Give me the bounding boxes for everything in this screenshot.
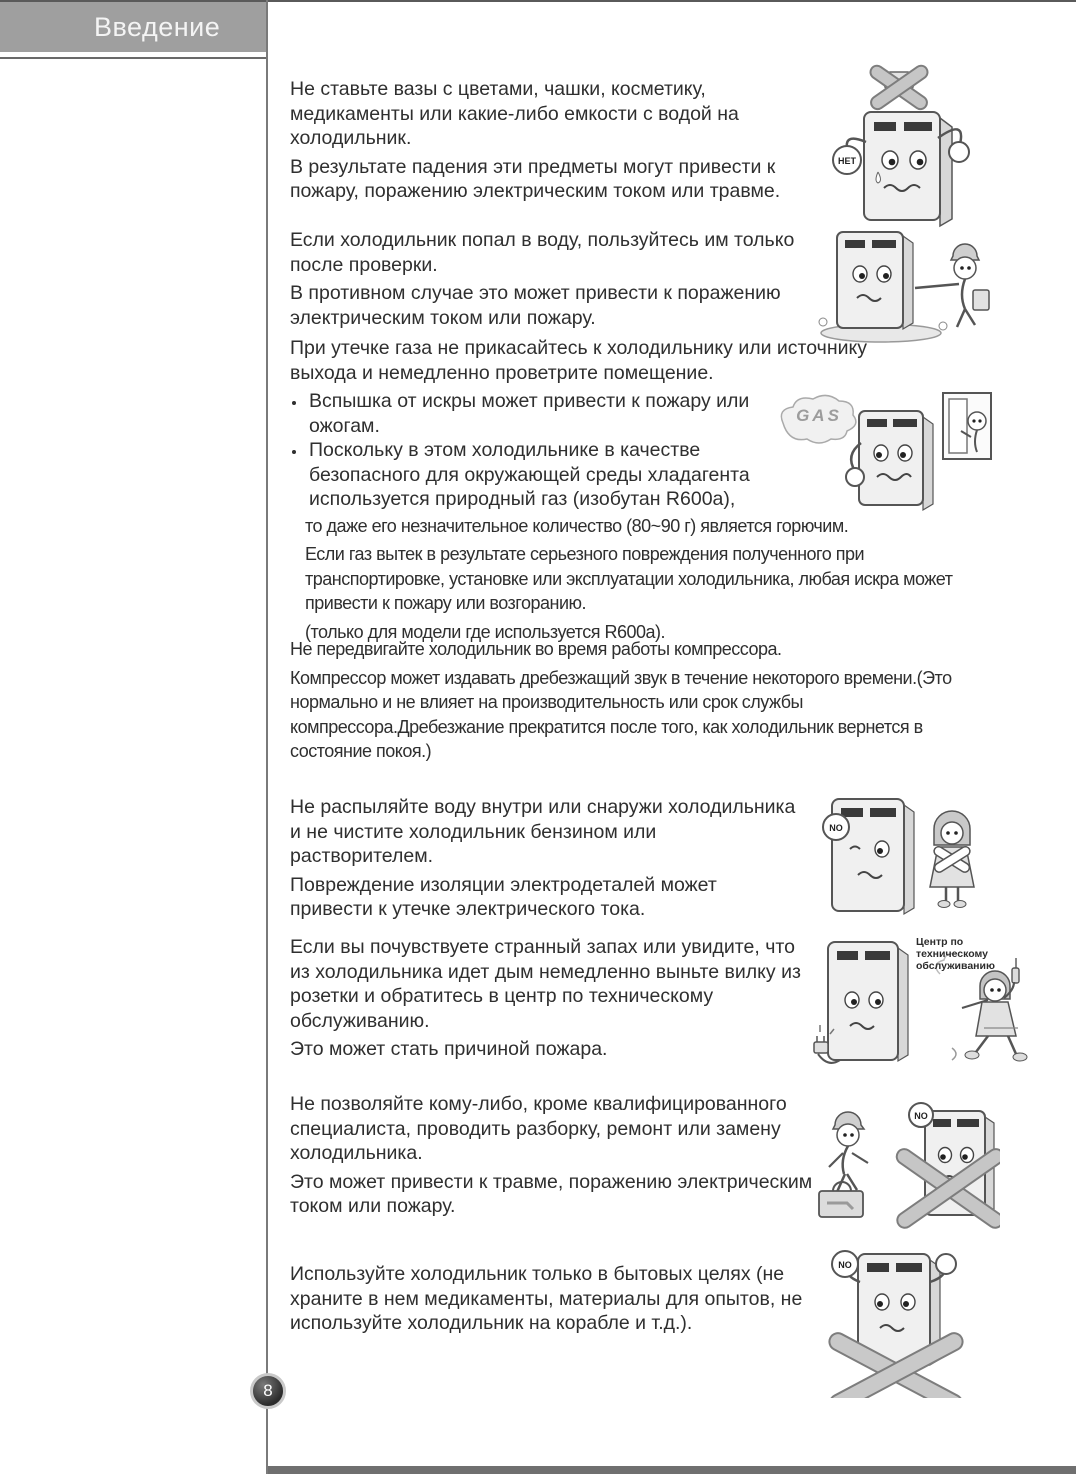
gas-label: GAS	[796, 406, 842, 425]
warning-section-no-spray	[290, 795, 798, 922]
running-woman-character	[952, 958, 1027, 1061]
illustration-water-exposure	[815, 226, 1000, 346]
bullet-item: • Поскольку в этом холодильнике в качестве безопасного для окружающей среды хладагента используется природный газ (изобутан R600a),	[307, 438, 799, 512]
warning-section-water-exposure	[290, 228, 830, 330]
warning-text: Если газ вытек в результате серьезного повреждения полученного при транспортировке, установке или эксплуатации холодильника, любая искра может привести к пожару или возгоранию.	[305, 544, 953, 613]
page-title: Введение	[94, 11, 221, 42]
page-number: 8	[263, 1381, 273, 1400]
header-rule	[0, 57, 268, 59]
fridge-character	[828, 942, 908, 1061]
warning-text: то даже его незначительное количество (80~90 г) является горючим.	[305, 515, 849, 536]
warning-text: Если вы почувствуете странный запах или увидите, что из холодильника идет дым немедленно выньте вилку из розетки и обратитесь в центр по техническому обслуживанию.	[290, 936, 801, 1032]
open-window	[943, 393, 991, 459]
fridge-character	[837, 232, 913, 329]
illustration-household-use	[818, 1246, 983, 1398]
splash-drop	[819, 318, 827, 326]
warning-text: Не распыляйте воду внутри или снаружи холодильника и не чистите холодильник бензином или растворителем.	[290, 796, 796, 867]
boy-character	[915, 244, 989, 327]
warning-section-no-diy-repair	[290, 1092, 835, 1219]
gas-warning-continuation	[305, 514, 987, 645]
warning-text: Не ставьте вазы с цветами, чашки, косметику, медикаменты или какие-либо емкости с водой на холодильник.	[290, 78, 739, 149]
section-header	[0, 2, 268, 52]
no-label: NO	[838, 1260, 852, 1270]
illustration-gas-leak	[775, 383, 995, 513]
girl-character	[930, 811, 974, 908]
warning-text: Не передвигайте холодильник во время работы компрессора.	[290, 639, 782, 659]
splash-drop	[939, 322, 947, 330]
page-number-badge	[250, 1373, 286, 1409]
no-label: NO	[829, 823, 843, 833]
illustration-no-spray	[818, 783, 993, 933]
consequence-text: Компрессор может издавать дребезжащий звук в течение некоторого времени.(Это нормально и не влияет на производительность или срок службы компрессора.Дребезжание прекратится после того, как холодильник вернется в состояние покоя.)	[290, 667, 952, 761]
consequence-text: В противном случае это может привести к поражению электрическим током или пожару.	[290, 282, 781, 329]
consequence-text: Это может стать причиной пожара.	[290, 1038, 608, 1060]
bullet-list	[290, 389, 799, 512]
illustration-strange-smell	[812, 928, 1074, 1076]
footer-bar	[268, 1466, 1076, 1474]
fridge-character	[846, 411, 933, 510]
no-label: NO	[914, 1111, 928, 1121]
warning-text: Не позволяйте кому-либо, кроме квалифицированного специалиста, проводить разборку, ремонт или замену холодильника.	[290, 1093, 787, 1164]
fridge-character	[847, 112, 969, 226]
warning-section-compressor	[290, 637, 952, 764]
warning-section-strange-smell	[290, 935, 804, 1062]
prohibition-x-icon	[868, 63, 930, 112]
net-label: НЕТ	[838, 156, 856, 166]
illustration-no-diy-repair	[805, 1093, 1000, 1235]
warning-section-no-items-on-top	[290, 77, 824, 204]
consequence-text: Это может привести к травме, поражению электрическим током или пожару.	[290, 1170, 813, 1217]
vertical-divider	[266, 0, 268, 1474]
warning-text: (только для модели где используется R600a).	[305, 621, 665, 642]
consequence-text: В результате падения эти предметы могут привести к пожару, поражению электрическим током или травме.	[290, 155, 781, 202]
warning-text: Используйте холодильник только в бытовых целях (не храните в нем медикаменты, материалы для опытов, не используйте холодильник на корабле и т.д.).	[290, 1263, 803, 1334]
service-center-label: Центр по техническому обслуживанию	[916, 936, 995, 973]
warning-section-household-use	[290, 1262, 852, 1336]
consequence-text: Повреждение изоляции электродеталей может привести к утечке электрического тока.	[290, 873, 717, 920]
repairman-character	[819, 1112, 868, 1217]
motion-lines	[952, 1048, 956, 1060]
warning-text: Если холодильник попал в воду, пользуйтесь им только после проверки.	[290, 229, 795, 276]
bullet-item: • Вспышка от искры может привести к пожару или ожогам.	[307, 389, 799, 438]
illustration-no-items-on-top	[826, 60, 976, 230]
warning-text: При утечке газа не прикасайтесь к холодильнику или источнику выхода и немедленно проветрите помещение.	[290, 337, 867, 384]
